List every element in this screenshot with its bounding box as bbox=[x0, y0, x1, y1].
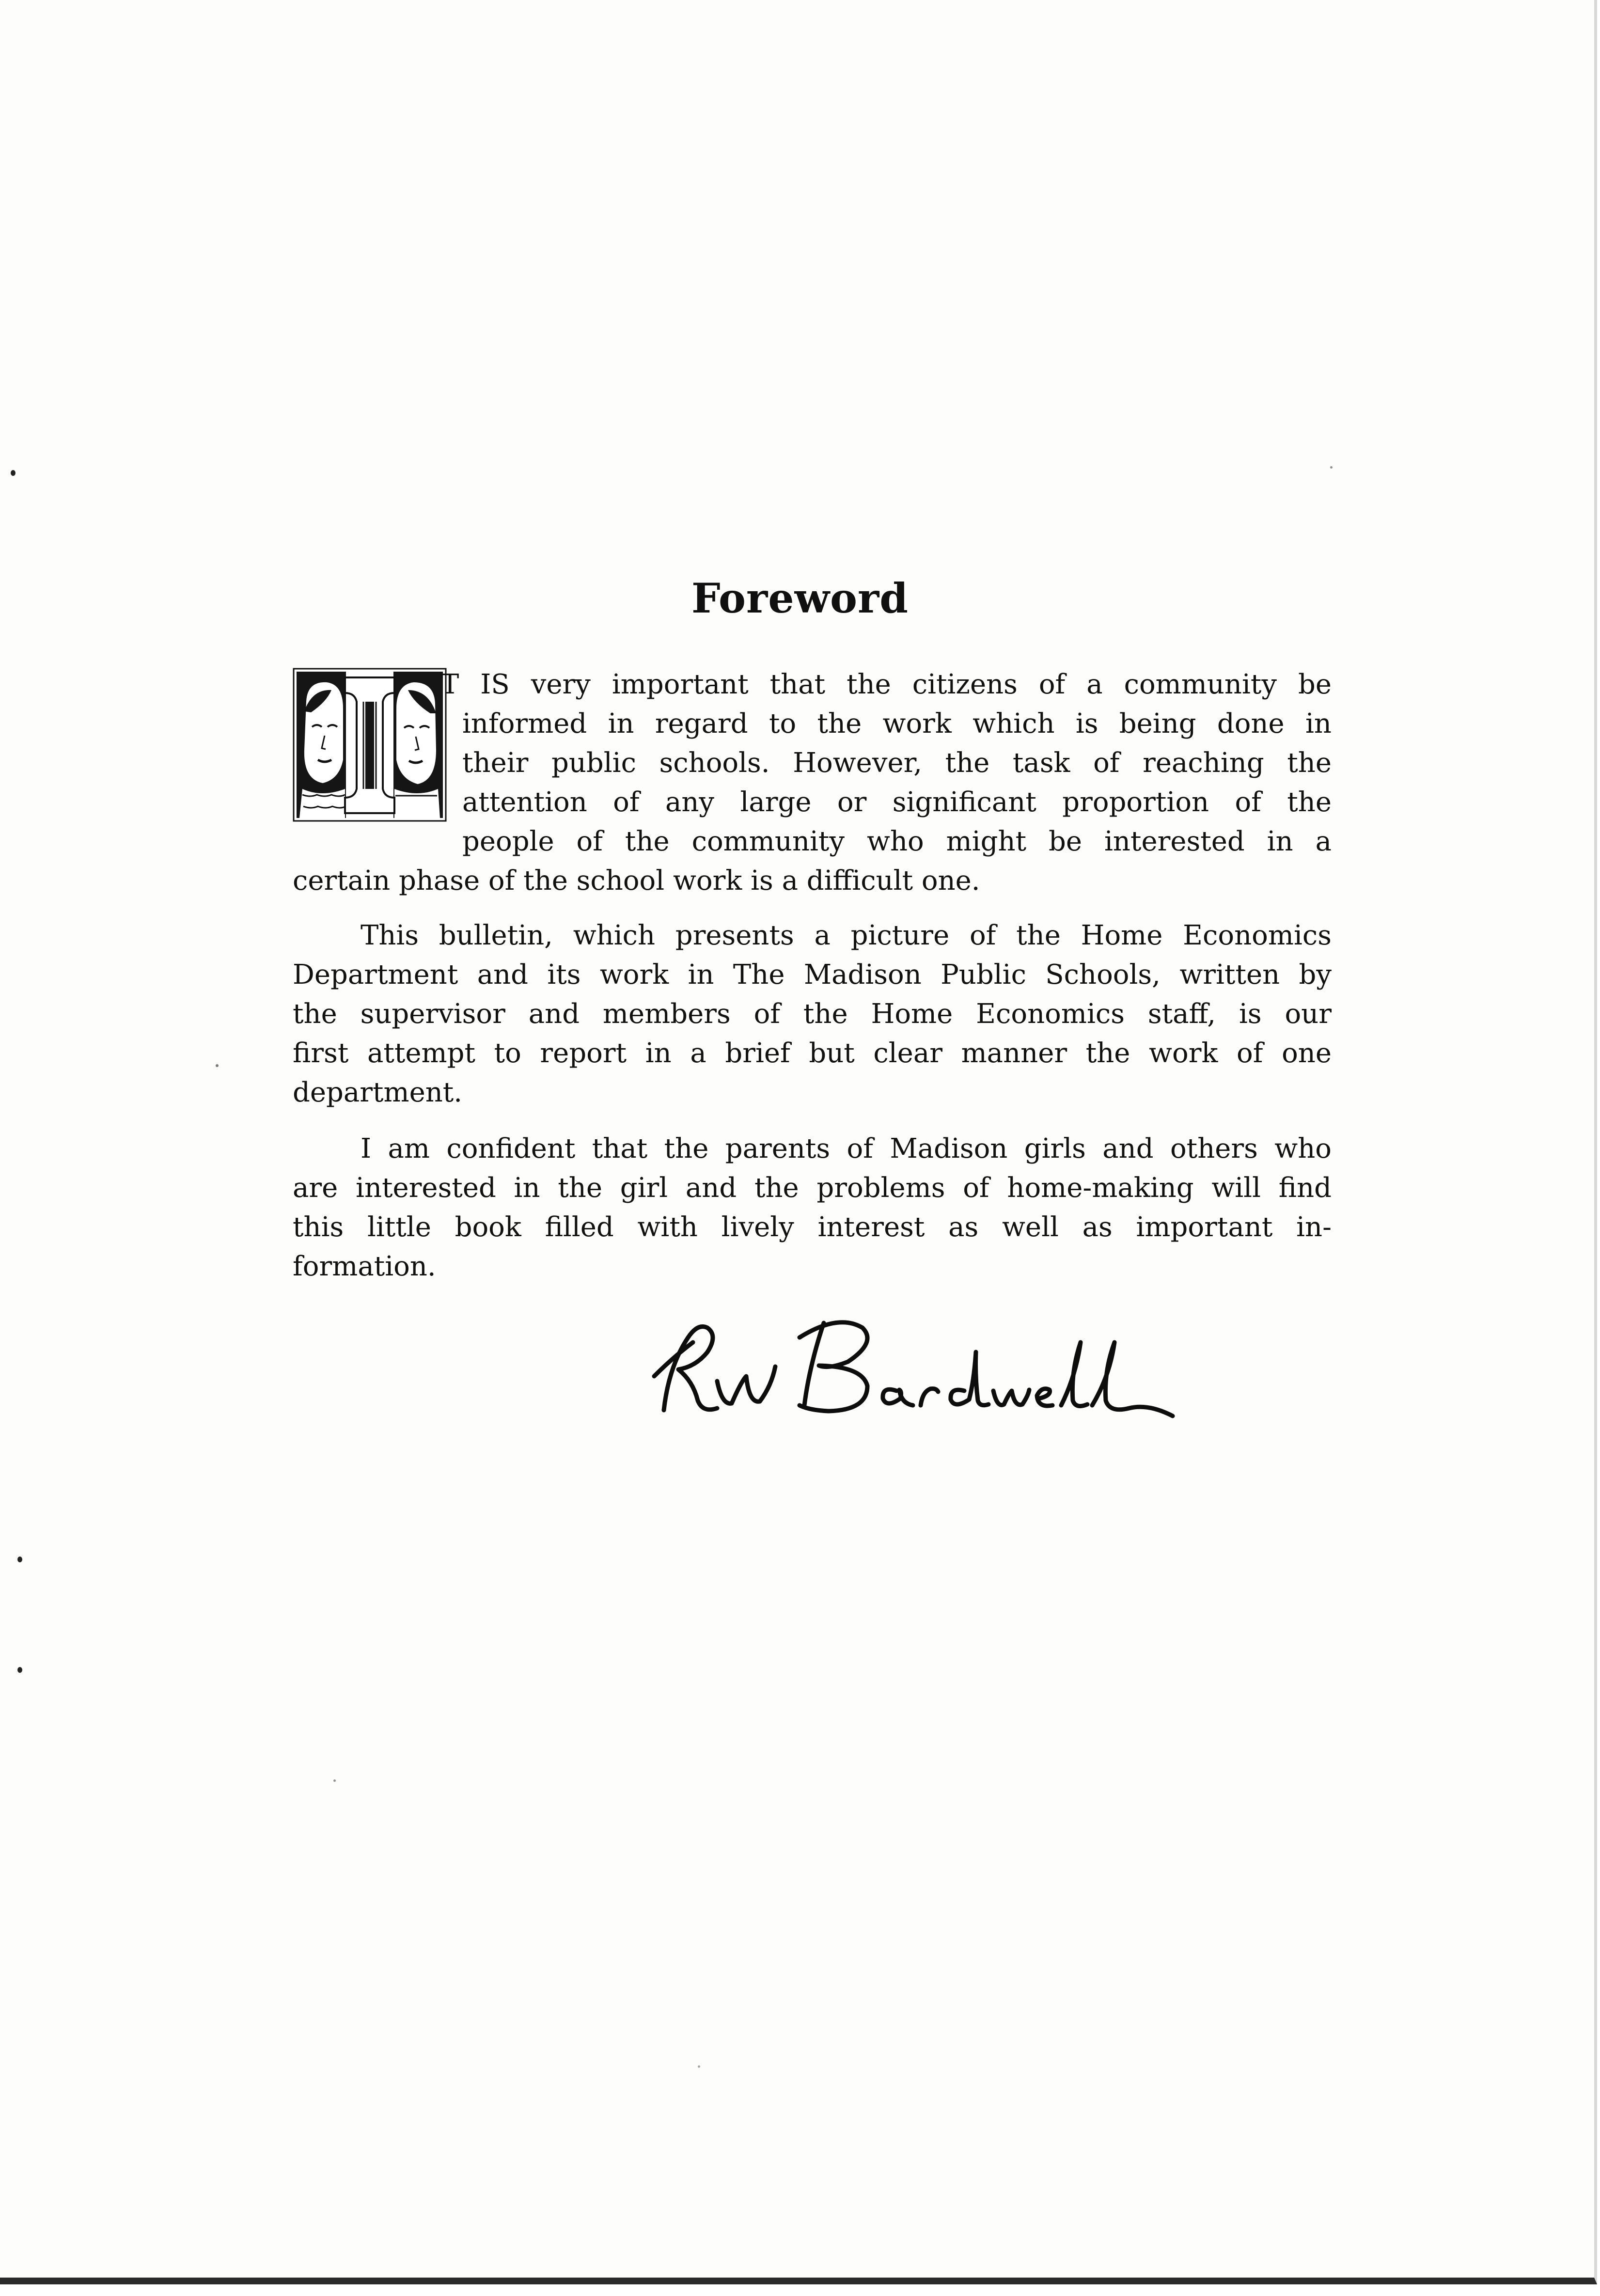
paragraph-1-continued bbox=[293, 861, 1332, 900]
paragraph-line: the supervisor and members of the Home Economics staff, is our bbox=[293, 998, 1332, 1030]
paragraph-line: This bulletin, which presents a picture of the Home Economics bbox=[361, 920, 1332, 951]
page-title: Foreword bbox=[691, 574, 909, 622]
handwritten-signature-icon bbox=[635, 1308, 1187, 1425]
scan-speck bbox=[1330, 466, 1333, 469]
paragraph-3 bbox=[293, 1129, 1332, 1286]
paragraph-line: attention of any large or significant proportion of the bbox=[462, 786, 1332, 818]
scan-speck bbox=[698, 2065, 700, 2068]
scan-speck bbox=[17, 1557, 22, 1562]
paragraph-line: certain phase of the school work is a difficult one. bbox=[293, 865, 980, 896]
paragraph-1 bbox=[441, 665, 1332, 861]
paragraph-line: are interested in the girl and the problems of home-making will find bbox=[293, 1172, 1332, 1204]
paragraph-line: this little book filled with lively interest as well as important in- bbox=[293, 1211, 1332, 1243]
paragraph-line: first attempt to report in a brief but clear manner the work of one bbox=[293, 1038, 1332, 1069]
scan-speck bbox=[216, 1064, 219, 1067]
paragraph-2 bbox=[293, 916, 1332, 1112]
scan-speck bbox=[17, 1667, 22, 1673]
scan-speck bbox=[11, 470, 16, 476]
scan-speck bbox=[333, 1779, 336, 1782]
paragraph-line: their public schools. However, the task of reaching the bbox=[462, 747, 1332, 779]
paragraph-line: formation. bbox=[293, 1251, 436, 1282]
paragraph-line: department. bbox=[293, 1077, 463, 1108]
paragraph-line: T IS very important that the citizens of a community be bbox=[441, 669, 1332, 700]
paragraph-line: Department and its work in The Madison Public Schools, written by bbox=[293, 959, 1332, 991]
paragraph-line: people of the community who might be interested in a bbox=[462, 826, 1332, 857]
illuminated-initial-icon bbox=[293, 668, 447, 822]
paragraph-line: informed in regard to the work which is being done in bbox=[462, 708, 1332, 739]
paragraph-line: I am confident that the parents of Madison girls and others who bbox=[361, 1133, 1332, 1164]
